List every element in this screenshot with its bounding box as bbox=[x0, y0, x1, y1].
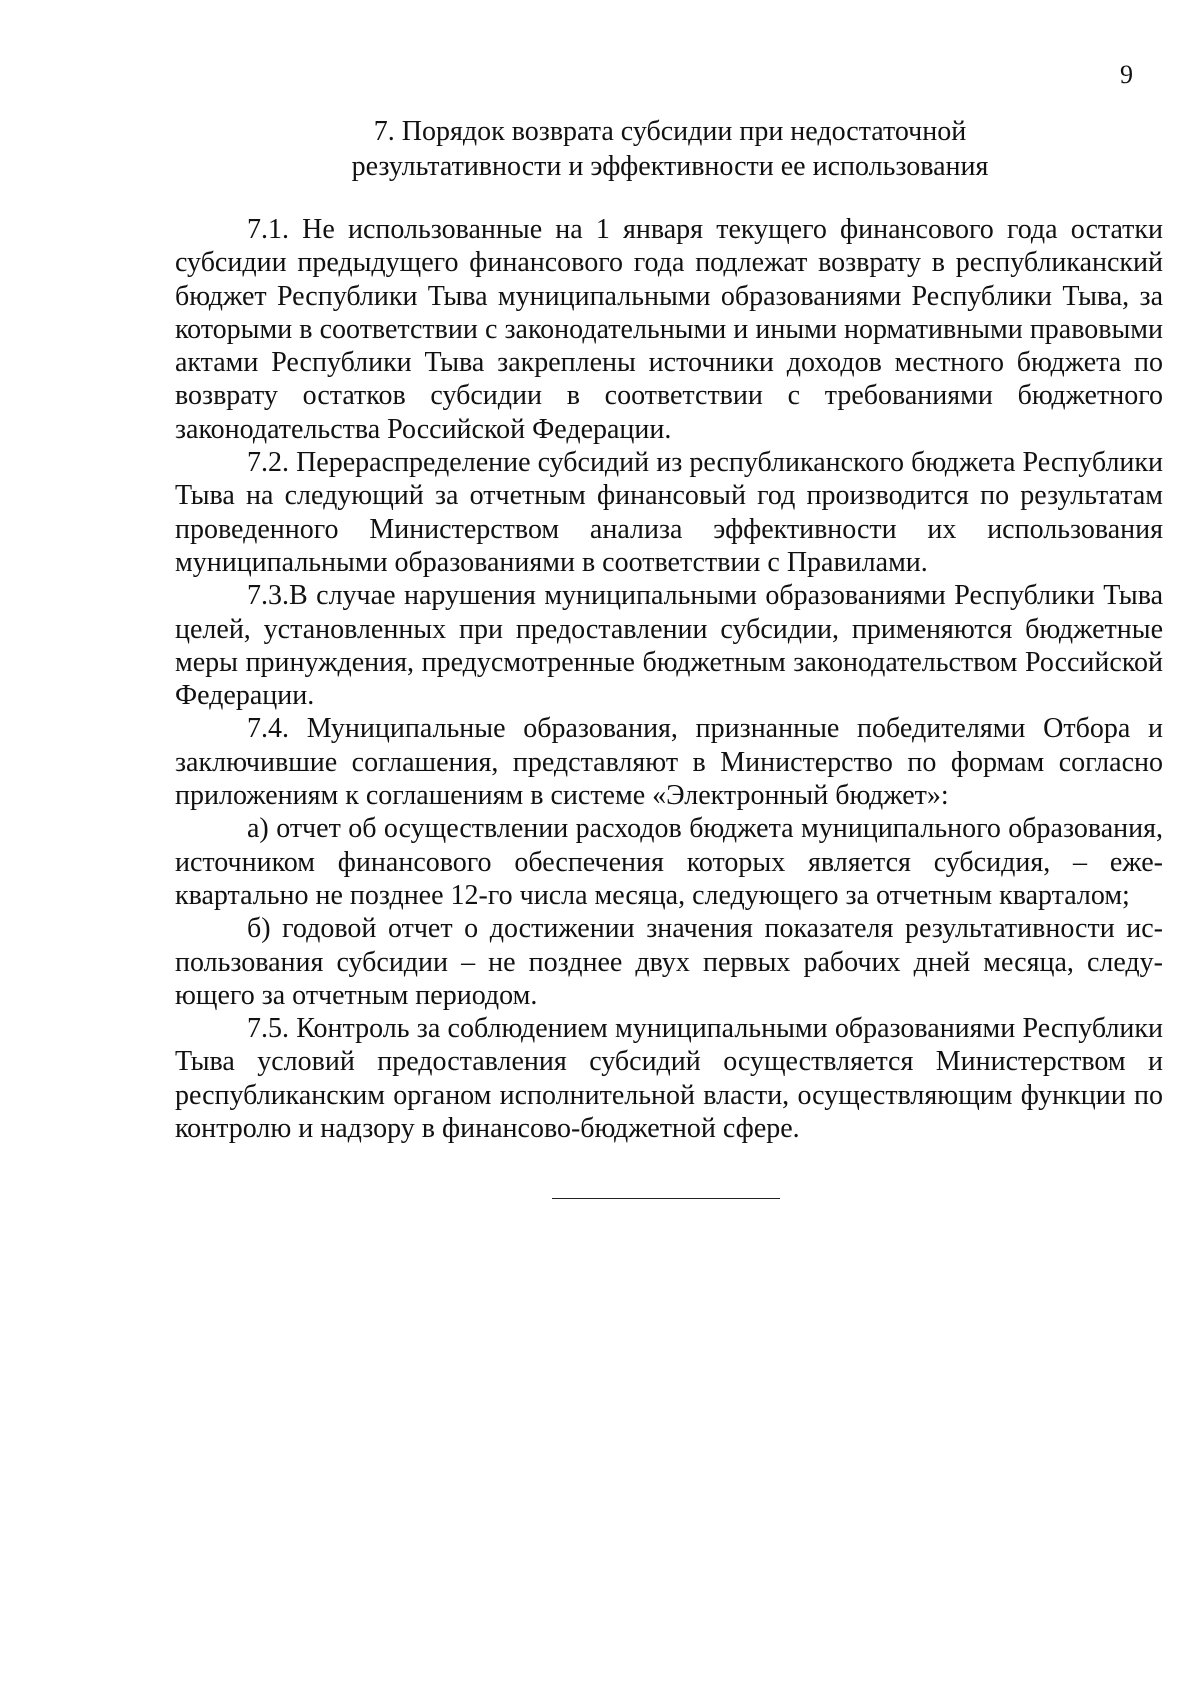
paragraph-7-2: 7.2. Перераспределение субсидий из республиканского бюджета Республики Тыва на следующий за отчетным финансовый год производится по результатам проведенного Министерством анализа эффективности их использования муниципальными образованиями в соответствии с Правилами. bbox=[175, 447, 1163, 578]
page-number: 9 bbox=[1120, 60, 1133, 89]
paragraph-7-5: 7.5. Контроль за соблюдением муниципальными образованиями Республики Тыва условий предоставления субсидий осуществляется Министерством и республиканским органом исполнительной власти, осуществляющим функции по контролю и надзору в финансово-бюджетной сфере. bbox=[175, 1013, 1163, 1145]
paragraph-7-4-a: а) отчет об осуществлении расходов бюджета муниципального образования, источником финансового обеспечения которых является субсидия, – ежеквартально не позднее 12-го числа месяца, следующего за отчетным кварталом; bbox=[175, 813, 1163, 911]
section-body bbox=[175, 213, 1163, 1145]
paragraph-7-4-b: б) годовой отчет о достижении значения показателя результативности использования субсидии – не позднее двух первых рабочих дней месяца, следующего за отчетным периодом. bbox=[175, 913, 1163, 1011]
section-title-line-2: результативности и эффективности ее использования bbox=[351, 151, 989, 182]
section-title bbox=[175, 114, 1165, 184]
end-of-section-divider bbox=[552, 1198, 780, 1199]
section-title-line-1: 7. Порядок возврата субсидии при недостаточной bbox=[373, 116, 967, 147]
paragraph-7-4: 7.4. Муниципальные образования, признанные победителями Отбора и заключившие соглашения, представляют в Министерство по формам согласно приложениям к соглашениям в системе «Электронный бюджет»: bbox=[175, 713, 1163, 812]
paragraph-7-3: 7.3.В случае нарушения муниципальными образованиями Республики Тыва целей, установленных при предоставлении субсидии, применяются бюджетные меры принуждения, предусмотренные бюджетным законодательством Российской Федерации. bbox=[175, 580, 1163, 712]
paragraph-7-1: 7.1. Не использованные на 1 января текущего финансового года остатки субсидии предыдущего финансового года подлежат возврату в республиканский бюджет Республики Тыва муниципальными образованиями Республики Тыва, за которыми в соответствии с законодательными и иными нормативными правовыми актами Республики Тыва закреплены источники доходов местного бюджета по возврату остатков субсидии в соответствии с требованиями бюджетного законодательства Российской Федерации. bbox=[175, 214, 1163, 445]
